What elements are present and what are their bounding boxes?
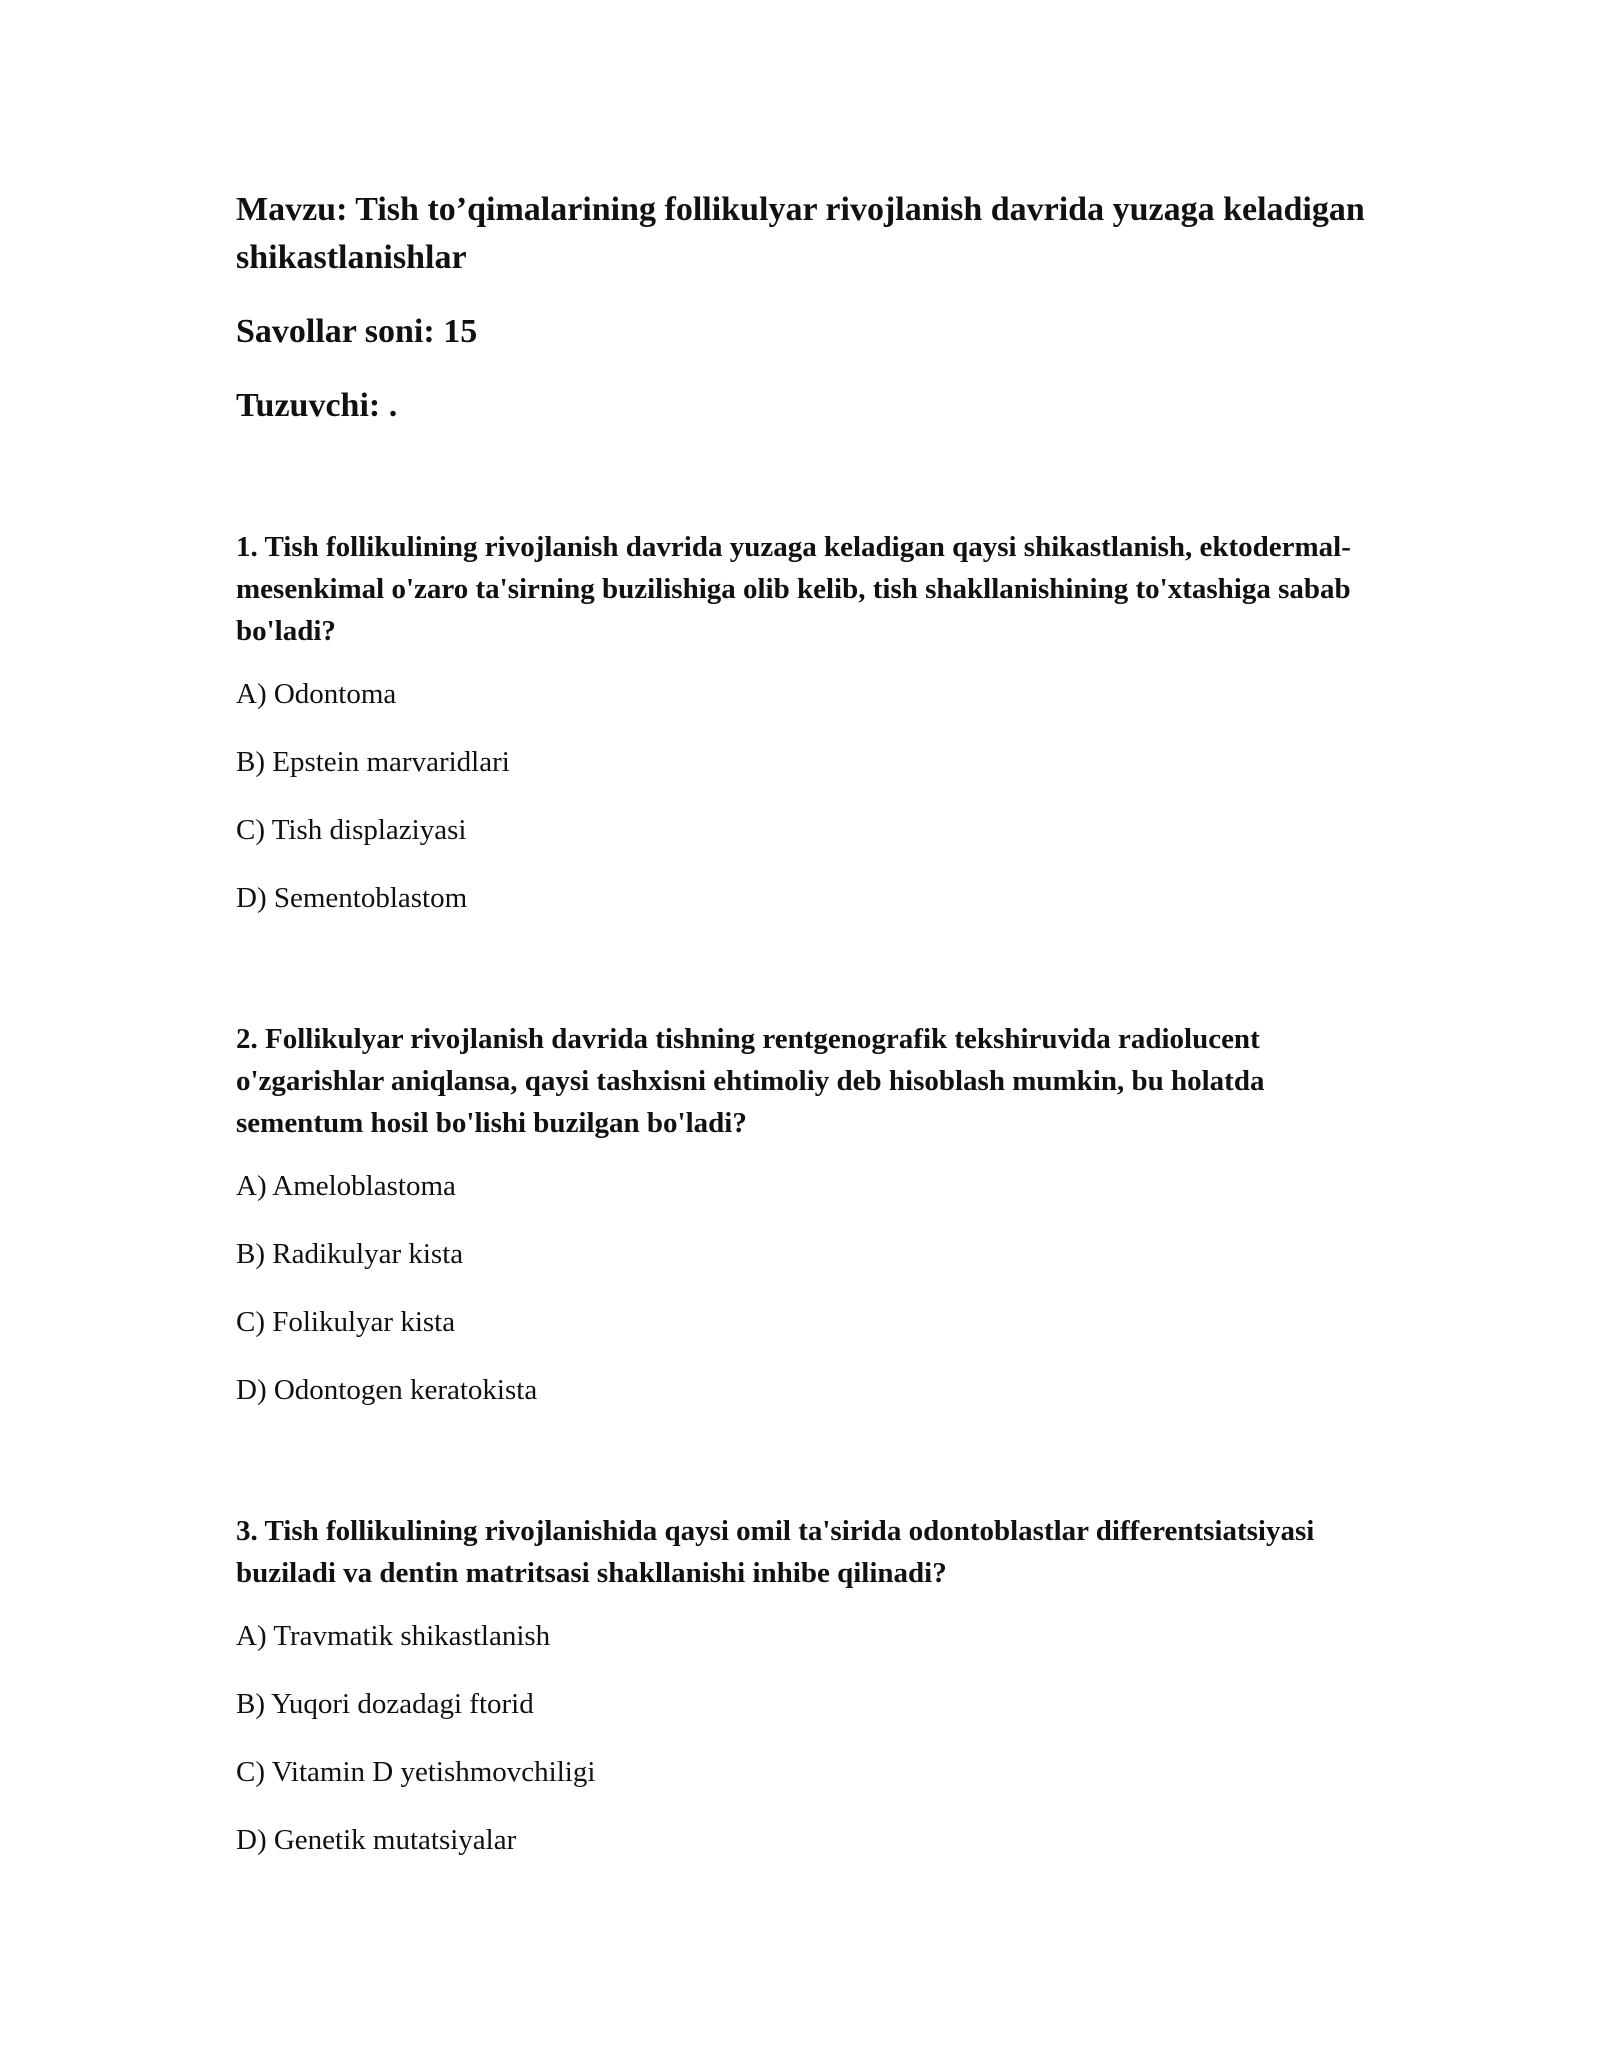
option-d: D) Genetik mutatsiyalar bbox=[236, 1824, 517, 1856]
question-2 bbox=[236, 1018, 1376, 1410]
option-b: B) Epstein marvaridlari bbox=[236, 746, 510, 778]
option-c: C) Folikulyar kista bbox=[236, 1306, 456, 1338]
option-b: B) Radikulyar kista bbox=[236, 1238, 464, 1270]
question-text: 2. Follikulyar rivojlanish davrida tishning rentgenografik tekshiruvida radiolucent o'zgarishlar aniqlansa, qaysi tashxisni ehtimoliy deb hisoblash mumkin, bu holatda sementum hosil bo'lishi buzilgan bo'ladi? bbox=[236, 1023, 1265, 1139]
option-d: D) Sementoblastom bbox=[236, 882, 468, 914]
option-c: C) Vitamin D yetishmovchiligi bbox=[236, 1756, 596, 1788]
question-1 bbox=[236, 526, 1376, 918]
question-text: 1. Tish follikulining rivojlanish davrida yuzaga keladigan qaysi shikastlanish, ektodermal-mesenkimal o'zaro ta'sirning buzilishiga olib kelib, tish shakllanishining to'xtashiga sabab bo'ladi? bbox=[236, 531, 1351, 647]
option-a: A) Ameloblastoma bbox=[236, 1170, 456, 1202]
option-a: A) Odontoma bbox=[236, 678, 397, 710]
topic-title: Mavzu: Tish to’qimalarining follikulyar rivojlanish davrida yuzaga keladigan shikastlanishlar bbox=[236, 191, 1365, 276]
option-d: D) Odontogen keratokista bbox=[236, 1374, 538, 1406]
option-a: A) Travmatik shikastlanish bbox=[236, 1620, 551, 1652]
option-b: B) Yuqori dozadagi ftorid bbox=[236, 1688, 534, 1720]
question-3 bbox=[236, 1510, 1376, 1860]
author-line: Tuzuvchi: . bbox=[236, 387, 398, 424]
question-text: 3. Tish follikulining rivojlanishida qaysi omil ta'sirida odontoblastlar differentsiatsiyasi buziladi va dentin matritsasi shakllanishi inhibe qilinadi? bbox=[236, 1515, 1315, 1589]
document-page bbox=[236, 186, 1376, 1960]
option-c: C) Tish displaziyasi bbox=[236, 814, 467, 846]
question-count: Savollar soni: 15 bbox=[236, 313, 478, 350]
